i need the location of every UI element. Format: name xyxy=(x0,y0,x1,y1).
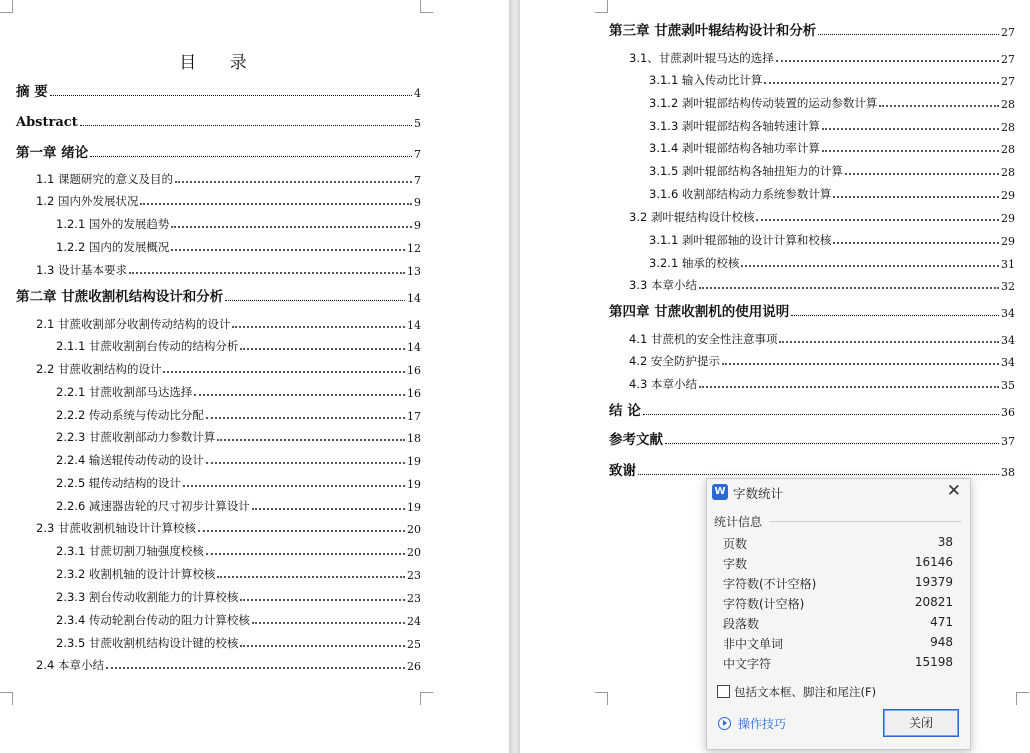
toc-leader-dots xyxy=(722,363,999,365)
toc-entry-title: 4.2 安全防护提示 xyxy=(629,354,720,368)
toc-entry[interactable] xyxy=(16,110,421,130)
tips-label[interactable]: 操作技巧 xyxy=(738,717,787,731)
toc-entry[interactable] xyxy=(649,251,1015,271)
toc-entry-title: 2.2.5 辊传动结构的设计 xyxy=(56,476,181,490)
toc-entry[interactable] xyxy=(609,459,1015,479)
toc-entry[interactable] xyxy=(629,372,1015,392)
toc-entry-page: 28 xyxy=(1001,121,1015,134)
toc-entry-page: 28 xyxy=(1001,166,1015,179)
toc-entry-page: 20 xyxy=(407,523,421,536)
toc-leader-dots xyxy=(699,287,999,289)
toc-entry-page: 23 xyxy=(407,592,421,605)
toc-title: 目 录 xyxy=(179,53,261,73)
toc-entry-page: 17 xyxy=(407,410,421,423)
toc-entry-title: 4.1 甘蔗机的安全性注意事项 xyxy=(629,332,778,346)
toc-entry[interactable] xyxy=(649,159,1015,179)
toc-entry[interactable] xyxy=(649,68,1015,88)
toc-entry[interactable] xyxy=(649,136,1015,156)
toc-entry-title: 3.1.5 剥叶辊部结构各轴扭矩力的计算 xyxy=(649,164,843,178)
toc-leader-dots xyxy=(171,249,405,251)
toc-leader-dots xyxy=(140,203,412,205)
toc-entry-title: 2.2.1 甘蔗收割部马达选择 xyxy=(56,385,193,399)
toc-entry-page: 20 xyxy=(407,546,421,559)
toc-entry-title: 参考文献 xyxy=(609,432,663,448)
toc-entry-title: 2.3.1 甘蔗切割刀轴强度校核 xyxy=(56,544,204,558)
toc-entry-page: 32 xyxy=(1001,280,1015,293)
dialog-title-bar[interactable] xyxy=(707,479,970,505)
toc-entry[interactable] xyxy=(16,141,421,161)
toc-leader-dots xyxy=(240,599,405,601)
toc-leader-dots xyxy=(90,156,412,157)
toc-entry-page: 19 xyxy=(407,455,421,468)
stat-row xyxy=(723,575,953,595)
toc-entry-title: 2.2.3 甘蔗收割部动力参数计算 xyxy=(56,430,216,444)
stat-row xyxy=(723,655,953,675)
toc-entry-page: 34 xyxy=(1001,307,1015,320)
toc-leader-dots xyxy=(822,150,999,152)
toc-entry-page: 16 xyxy=(407,387,421,400)
stat-label: 段落数 xyxy=(723,617,760,631)
stat-label: 页数 xyxy=(723,537,748,551)
stat-row xyxy=(723,635,953,655)
toc-leader-dots xyxy=(833,196,999,198)
toc-entry-page: 24 xyxy=(407,615,421,628)
section-label: 统计信息 xyxy=(714,515,763,529)
toc-leader-dots xyxy=(776,60,999,62)
toc-entry-page: 26 xyxy=(407,660,421,673)
toc-entry-page: 7 xyxy=(414,148,421,161)
toc-entry-page: 31 xyxy=(1001,258,1015,271)
toc-leader-dots xyxy=(779,341,999,343)
toc-leader-dots xyxy=(232,326,405,328)
toc-entry[interactable] xyxy=(629,46,1015,66)
toc-entry-page: 14 xyxy=(407,341,421,354)
toc-entry-page: 28 xyxy=(1001,143,1015,156)
dialog-title: 字数统计 xyxy=(733,486,784,501)
wps-logo-icon: W xyxy=(712,484,728,500)
toc-entry-page: 4 xyxy=(414,87,421,100)
toc-entry[interactable] xyxy=(36,167,421,187)
toc-leader-dots xyxy=(217,576,405,578)
margin-mark xyxy=(0,0,13,13)
toc-entry-page: 16 xyxy=(407,364,421,377)
toc-entry[interactable] xyxy=(16,80,421,100)
toc-entry[interactable] xyxy=(56,448,421,468)
toc-entry-title: 2.2.4 输送辊传动传动的设计 xyxy=(56,453,204,467)
toc-leader-dots xyxy=(217,439,405,441)
toc-leader-dots xyxy=(225,300,405,301)
stat-value: 16146 xyxy=(914,555,953,569)
checkbox-label[interactable]: 包括文本框、脚注和尾注(F) xyxy=(734,685,877,699)
toc-entry[interactable] xyxy=(609,19,1015,39)
toc-entry-title: 1.2.2 国内的发展概况 xyxy=(56,240,170,254)
stat-row xyxy=(723,555,953,575)
page-gutter xyxy=(509,0,520,753)
toc-entry-page: 27 xyxy=(1001,75,1015,88)
stat-value: 20821 xyxy=(914,595,953,609)
toc-entry-page: 27 xyxy=(1001,53,1015,66)
toc-entry-title: 摘 要 xyxy=(16,84,48,100)
toc-leader-dots xyxy=(741,265,999,267)
stat-label: 字数 xyxy=(723,557,748,571)
toc-leader-dots xyxy=(699,386,999,388)
section-divider xyxy=(769,521,962,522)
toc-leader-dots xyxy=(822,128,999,130)
toc-leader-dots xyxy=(198,530,405,532)
toc-leader-dots xyxy=(643,414,999,415)
toc-entry-page: 7 xyxy=(414,174,421,187)
toc-entry[interactable] xyxy=(56,471,421,491)
toc-entry-title: 3.1.3 剥叶辊部结构各轴转速计算 xyxy=(649,119,820,133)
toc-entry-title: 第三章 甘蔗剥叶辊结构设计和分析 xyxy=(609,23,817,39)
stat-value: 15198 xyxy=(914,655,953,669)
toc-entry-title: 3.2 剥叶辊结构设计校核 xyxy=(629,210,755,224)
toc-entry[interactable] xyxy=(649,114,1015,134)
toc-entry-title: 3.1.6 收割部结构动力系统参数计算 xyxy=(649,187,832,201)
toc-entry-page: 29 xyxy=(1001,212,1015,225)
margin-mark xyxy=(595,692,608,705)
stat-label: 非中文单词 xyxy=(723,637,784,651)
toc-entry[interactable] xyxy=(56,235,421,255)
toc-leader-dots xyxy=(80,125,412,126)
toc-entry-title: 2.3.5 甘蔗收割机结构设计键的校核 xyxy=(56,636,239,650)
toc-entry-title: 3.2.1 轴承的校核 xyxy=(649,256,740,270)
toc-entry-title: 结 论 xyxy=(609,403,641,419)
toc-leader-dots xyxy=(50,95,412,96)
toc-leader-dots xyxy=(163,371,405,373)
toc-entry-title: 2.1 甘蔗收割部分收割传动结构的设计 xyxy=(36,317,231,331)
close-button[interactable]: 关闭 xyxy=(883,709,959,737)
toc-entry-page: 19 xyxy=(407,501,421,514)
toc-entry-title: 3.1、甘蔗剥叶辊马达的选择 xyxy=(629,51,774,65)
toc-entry[interactable] xyxy=(649,91,1015,111)
stat-value: 471 xyxy=(930,615,953,629)
toc-entry[interactable] xyxy=(36,312,421,332)
toc-entry[interactable] xyxy=(649,228,1015,248)
toc-entry-title: 第二章 甘蔗收割机结构设计和分析 xyxy=(16,289,224,305)
toc-entry-page: 12 xyxy=(407,242,421,255)
toc-entry[interactable] xyxy=(56,585,421,605)
toc-entry-title: 2.4 本章小结 xyxy=(36,658,104,672)
toc-entry-title: 2.3 甘蔗收割机轴设计计算校核 xyxy=(36,521,196,535)
stat-row xyxy=(723,595,953,615)
stat-row xyxy=(723,535,953,555)
toc-entry[interactable] xyxy=(36,258,421,278)
toc-entry-title: 1.1 课题研究的意义及目的 xyxy=(36,172,173,186)
toc-leader-dots xyxy=(818,34,999,35)
toc-entry-page: 23 xyxy=(407,569,421,582)
toc-entry[interactable] xyxy=(56,212,421,232)
stat-value: 38 xyxy=(937,535,953,549)
document-page-left xyxy=(0,0,509,753)
stat-label: 字符数(计空格) xyxy=(723,597,805,611)
toc-leader-dots xyxy=(206,553,405,555)
toc-entry-page: 27 xyxy=(1001,26,1015,39)
toc-entry[interactable] xyxy=(36,516,421,536)
toc-leader-dots xyxy=(206,462,405,464)
margin-mark xyxy=(420,692,433,705)
toc-entry-title: 致谢 xyxy=(609,463,636,479)
toc-entry[interactable] xyxy=(649,182,1015,202)
toc-entry-title: 1.2.1 国外的发展趋势 xyxy=(56,217,170,231)
toc-entry-title: 3.1.1 输入传动比计算 xyxy=(649,73,763,87)
toc-entry[interactable] xyxy=(36,357,421,377)
toc-entry-page: 28 xyxy=(1001,98,1015,111)
toc-entry[interactable] xyxy=(609,300,1015,320)
toc-leader-dots xyxy=(194,394,405,396)
toc-entry[interactable] xyxy=(56,562,421,582)
toc-entry-page: 34 xyxy=(1001,356,1015,369)
toc-leader-dots xyxy=(638,474,999,475)
margin-mark xyxy=(1016,692,1029,705)
toc-entry-title: 3.3 本章小结 xyxy=(629,278,697,292)
toc-entry-page: 34 xyxy=(1001,334,1015,347)
stat-label: 中文字符 xyxy=(723,657,772,671)
toc-entry-title: 3.1.1 剥叶辊部轴的设计计算和校核 xyxy=(649,233,832,247)
toc-entry-title: Abstract xyxy=(16,115,78,130)
toc-leader-dots xyxy=(240,645,405,647)
toc-entry[interactable] xyxy=(56,494,421,514)
toc-entry-page: 35 xyxy=(1001,379,1015,392)
toc-entry-title: 1.3 设计基本要求 xyxy=(36,263,127,277)
close-icon[interactable]: ✕ xyxy=(946,481,961,501)
toc-entry-page: 25 xyxy=(407,638,421,651)
toc-entry-page: 29 xyxy=(1001,189,1015,202)
toc-leader-dots xyxy=(129,272,405,274)
toc-entry[interactable] xyxy=(56,334,421,354)
toc-entry-page: 18 xyxy=(407,432,421,445)
toc-entry-title: 1.2 国内外发展状况 xyxy=(36,194,139,208)
toc-entry[interactable] xyxy=(56,380,421,400)
toc-leader-dots xyxy=(206,417,405,419)
toc-entry[interactable] xyxy=(609,399,1015,419)
toc-entry[interactable] xyxy=(629,273,1015,293)
toc-leader-dots xyxy=(845,173,999,175)
toc-entry-page: 29 xyxy=(1001,235,1015,248)
toc-entry-page: 37 xyxy=(1001,435,1015,448)
toc-entry-title: 3.1.2 剥叶辊部结构传动装置的运动参数计算 xyxy=(649,96,878,110)
stat-value: 948 xyxy=(930,635,953,649)
toc-leader-dots xyxy=(756,219,999,221)
toc-entry-page: 19 xyxy=(407,478,421,491)
toc-leader-dots xyxy=(252,622,405,624)
stat-label: 字符数(不计空格) xyxy=(723,577,817,591)
toc-entry[interactable] xyxy=(629,349,1015,369)
toc-entry-title: 2.2.2 传动系统与传动比分配 xyxy=(56,408,204,422)
toc-entry-page: 38 xyxy=(1001,466,1015,479)
toc-entry[interactable] xyxy=(56,425,421,445)
stat-value: 19379 xyxy=(914,575,953,589)
toc-entry-title: 2.3.2 收割机轴的设计计算校核 xyxy=(56,567,216,581)
toc-leader-dots xyxy=(764,82,999,84)
toc-leader-dots xyxy=(833,242,999,244)
play-circle-icon xyxy=(718,717,731,730)
toc-leader-dots xyxy=(240,348,405,350)
toc-entry[interactable] xyxy=(36,189,421,209)
checkbox-box[interactable] xyxy=(717,685,730,698)
toc-entry-title: 4.3 本章小结 xyxy=(629,377,697,391)
toc-entry-page: 14 xyxy=(407,319,421,332)
toc-entry-title: 第一章 绪论 xyxy=(16,145,89,161)
toc-leader-dots xyxy=(106,667,405,669)
toc-entry[interactable] xyxy=(56,539,421,559)
toc-entry-title: 2.3.3 割台传动收割能力的计算校核 xyxy=(56,590,239,604)
margin-mark xyxy=(595,0,608,13)
toc-entry-title: 2.2.6 减速器齿轮的尺寸初步计算设计 xyxy=(56,499,250,513)
toc-entry[interactable] xyxy=(56,403,421,423)
toc-leader-dots xyxy=(879,105,999,107)
toc-entry[interactable] xyxy=(56,608,421,628)
toc-leader-dots xyxy=(665,443,999,444)
toc-leader-dots xyxy=(791,315,999,316)
stat-row xyxy=(723,615,953,635)
toc-leader-dots xyxy=(175,181,412,183)
toc-entry-title: 2.1.1 甘蔗收割割台传动的结构分析 xyxy=(56,339,239,353)
word-count-dialog xyxy=(706,478,971,750)
toc-entry-page: 13 xyxy=(407,265,421,278)
toc-leader-dots xyxy=(171,226,412,228)
toc-leader-dots xyxy=(252,508,405,510)
toc-entry-page: 9 xyxy=(414,196,421,209)
toc-entry-title: 2.2 甘蔗收割结构的设计 xyxy=(36,362,162,376)
toc-entry[interactable] xyxy=(16,285,421,305)
toc-entry[interactable] xyxy=(629,327,1015,347)
toc-entry[interactable] xyxy=(609,428,1015,448)
margin-mark xyxy=(0,692,13,705)
toc-leader-dots xyxy=(183,485,405,487)
toc-entry-page: 9 xyxy=(414,219,421,232)
toc-entry-title: 2.3.4 传动轮割台传动的阻力计算校核 xyxy=(56,613,250,627)
margin-mark xyxy=(420,0,433,13)
toc-entry[interactable] xyxy=(629,205,1015,225)
toc-entry-page: 14 xyxy=(407,292,421,305)
toc-entry[interactable] xyxy=(36,653,421,673)
toc-entry-title: 3.1.4 剥叶辊部结构各轴功率计算 xyxy=(649,141,820,155)
toc-entry[interactable] xyxy=(56,631,421,651)
toc-entry-title: 第四章 甘蔗收割机的使用说明 xyxy=(609,304,790,320)
toc-entry-page: 36 xyxy=(1001,406,1015,419)
toc-entry-page: 5 xyxy=(414,117,421,130)
